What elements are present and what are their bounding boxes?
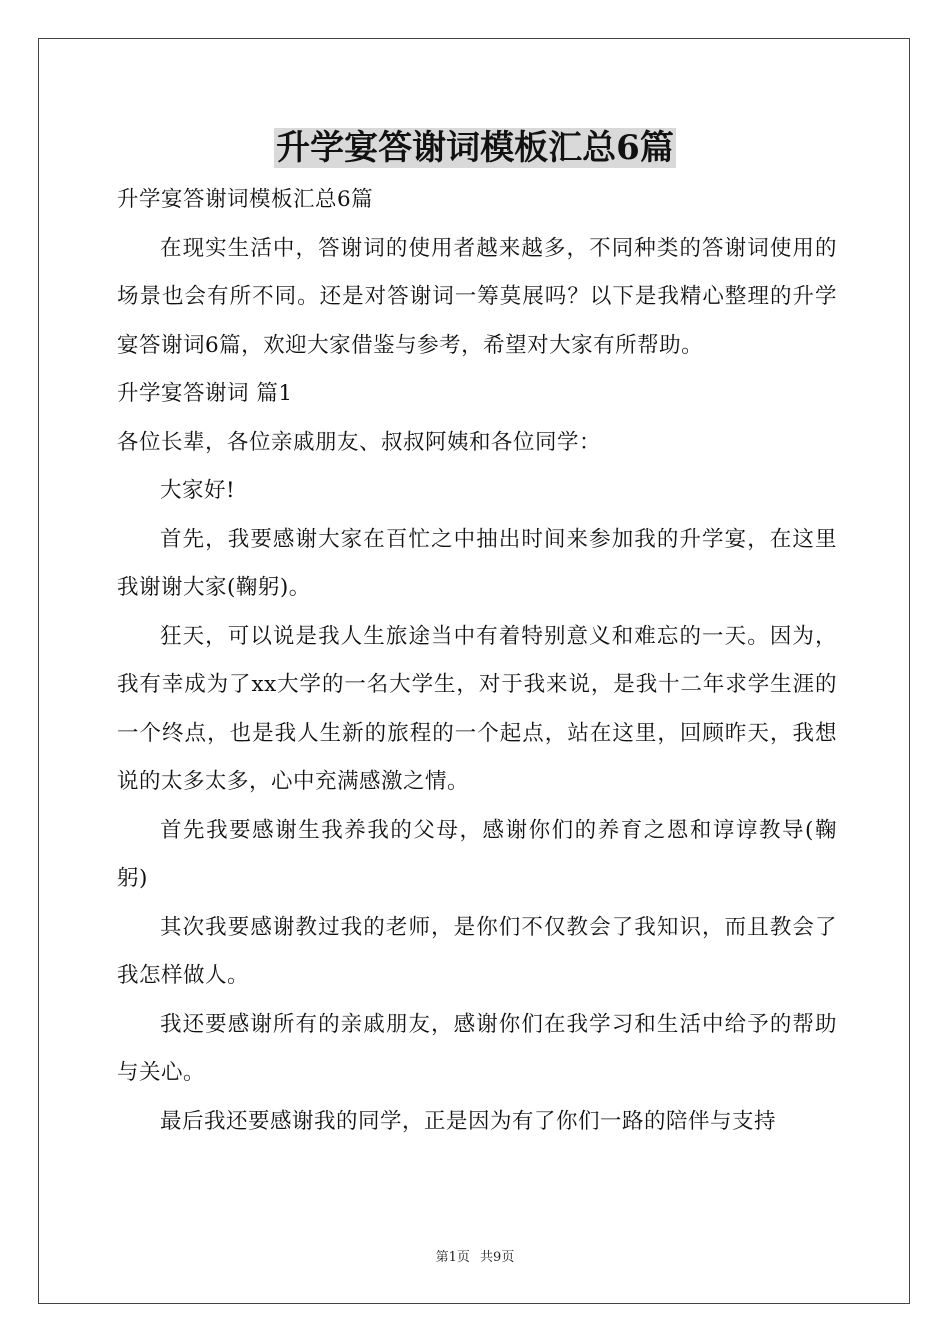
body-paragraph: 其次我要感谢教过我的老师，是你们不仅教会了我知识，而且教会了我怎样做人。 [117,914,837,988]
body-paragraph: 狂天，可以说是我人生旅途当中有着特别意义和难忘的一天。因为，我有幸成为了xx大学的一名大学生，对于我来说，是我十二年求学生涯的一个终点，也是我人生新的旅程的一个起点，站在这里，回顾昨天，我想说的太多太多，心中充满感激之情。 [117,623,837,794]
body-paragraph: 最后我还要感谢我的同学，正是因为有了你们一路的陪伴与支持 [160,1108,777,1134]
section-heading: 升学宴答谢词 篇1 [117,381,293,406]
document-title [0,124,950,172]
body-paragraph: 首先我要感谢生我养我的父母，感谢你们的养育之恩和谆谆教导(鞠躬) [117,817,837,891]
body-paragraph: 首先，我要感谢大家在百忙之中抽出时间来参加我的升学宴，在这里我谢谢大家(鞠躬)。 [117,526,837,600]
page-number-footer: 第1页 共9页 [435,1250,515,1265]
salutation-paragraph: 各位长辈，各位亲戚朋友、叔叔阿姨和各位同学： [117,429,602,455]
subtitle-line: 升学宴答谢词模板汇总6篇 [117,187,374,212]
intro-paragraph: 在现实生活中，答谢词的使用者越来越多，不同种类的答谢词使用的场景也会有所不同。还是对答谢词一筹莫展吗？以下是我精心整理的升学宴答谢词6篇，欢迎大家借鉴与参考，希望对大家有所帮助。 [117,235,837,358]
document-title-text: 升学宴答谢词模板汇总6篇 [276,128,674,168]
document-body [117,176,837,1146]
greeting-paragraph: 大家好! [160,478,236,503]
body-paragraph: 我还要感谢所有的亲戚朋友，感谢你们在我学习和生活中给予的帮助与关心。 [117,1011,837,1085]
